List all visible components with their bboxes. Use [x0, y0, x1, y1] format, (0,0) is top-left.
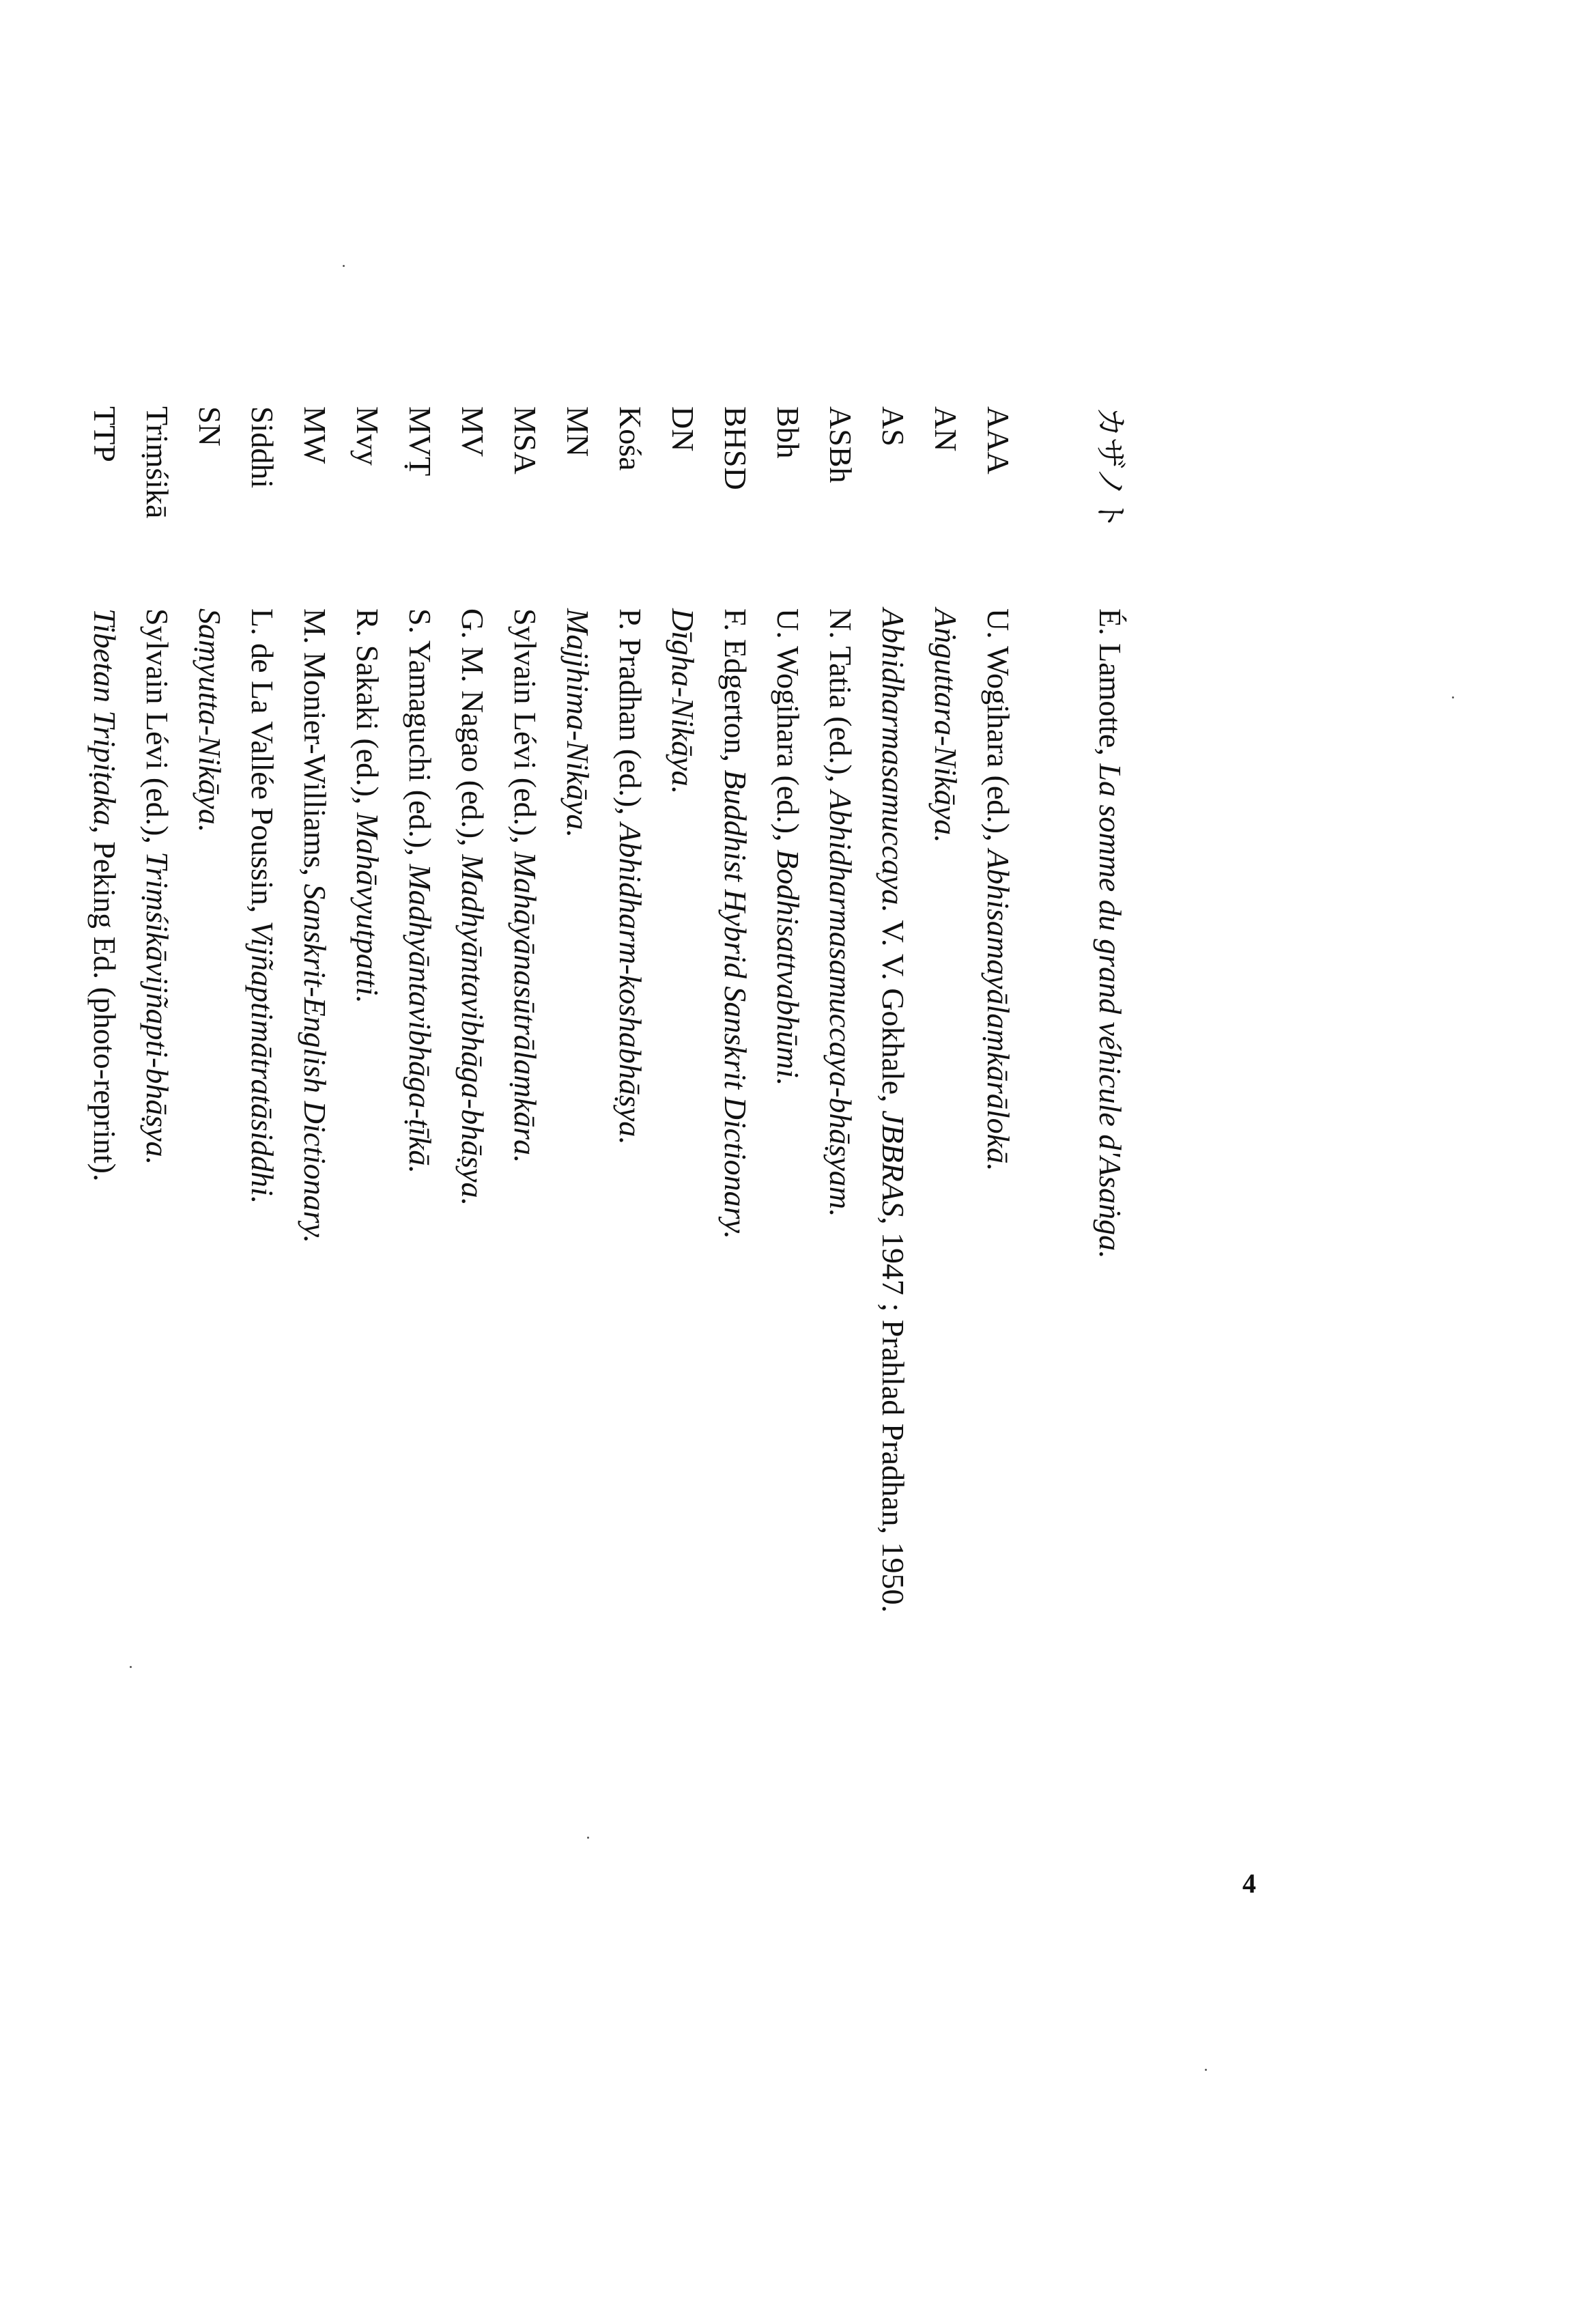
abbreviation: AN [928, 406, 963, 452]
abbreviation-entry [446, 406, 499, 2318]
reference [131, 608, 184, 1165]
abbreviation: MV [455, 406, 490, 457]
italic-text: Bodhisattvabhūmi. [771, 849, 806, 1086]
italic-text: Abhisamayālaṃkārālokā. [981, 849, 1016, 1172]
header-row [1084, 406, 1137, 2318]
reference [79, 608, 131, 1181]
scan-speck [130, 1666, 132, 1668]
abbreviation-entry [762, 406, 814, 2318]
abbreviation: MN [560, 406, 595, 457]
abbreviation-entry [552, 406, 604, 2318]
reference [394, 608, 446, 1174]
abbreviation: SN [193, 406, 227, 447]
abbreviation-entry [867, 406, 920, 2318]
italic-text: Sanskrit-English Dictionary. [298, 884, 332, 1243]
italic-text: Aṅguttara-Nikāya. [928, 608, 963, 843]
scan-speck [343, 265, 345, 267]
text: L. de La Vallée Poussin, [245, 608, 280, 921]
scan-speck [587, 1837, 589, 1839]
abbreviation-entry [920, 406, 972, 2318]
abbreviation: MSA [508, 406, 543, 475]
italic-text: Buddhist Hybrid Sanskrit Dictionary. [718, 769, 753, 1239]
italic-text: Madhyāntavibhāga-ṭīkā. [403, 864, 438, 1174]
text: U. Wogihara (ed.), [981, 608, 1016, 850]
italic-text: Saṃyutta-Nikāya. [193, 608, 227, 833]
italic-text: La somme du grand véhicule d'Asaṅga. [1093, 763, 1128, 1259]
text: N. Tatia (ed.), [823, 608, 858, 791]
abbreviation-entry [814, 406, 867, 2318]
text: Peking Ed. (photo-reprint). [87, 833, 122, 1182]
italic-text: Dīgha-Nikāya. [666, 608, 700, 795]
text: G. M. Nagao (ed.), [455, 608, 490, 855]
text: M. Monier-Williams, [298, 608, 332, 884]
text: S. Yamaguchi (ed.), [403, 608, 438, 864]
italic-text: Abhidharmasamuccaya. [876, 608, 911, 913]
italic-text: Vijñaptimātratāsiddhi. [245, 920, 280, 1204]
reference [972, 608, 1025, 1172]
abbreviation-entry [499, 406, 552, 2318]
abbreviation-entry [131, 406, 184, 2318]
abbreviations-list [79, 406, 1137, 2318]
italic-text: Triṃśikāvijñapti-bhāṣya. [140, 851, 175, 1165]
abbreviation-entry [236, 406, 289, 2318]
italic-text: Abhidharmasamuccaya-bhāṣyam. [823, 790, 858, 1217]
abbreviation-entry [184, 406, 236, 2318]
abbreviation: DN [666, 406, 700, 452]
reference [867, 608, 920, 1613]
text: Sylvain Lévi (ed.), [508, 608, 543, 852]
abbreviation: TTP [87, 406, 122, 462]
abbreviation: Bbh [771, 406, 806, 459]
reference [657, 608, 709, 794]
reference [236, 608, 289, 1204]
abbreviation-entry [394, 406, 446, 2318]
reference [920, 608, 972, 843]
abbreviation: Triṃśikā [140, 406, 175, 519]
italic-text: Majjhima-Nikāya. [560, 608, 595, 838]
reference [499, 608, 552, 1163]
text: P. Pradhan (ed.), [613, 608, 648, 823]
abbreviation: Mvy [350, 406, 385, 466]
abbreviation-entry [657, 406, 709, 2318]
abbreviation: MVṬ [403, 406, 438, 477]
italic-text: Mahāyānasūtrālaṃkāra. [508, 851, 543, 1163]
text: F. Edgerton, [718, 608, 753, 770]
text: Sylvain Lévi (ed.), [140, 608, 175, 852]
abbreviation-entry [289, 406, 341, 2318]
italic-text: Mahāvyutpatti. [350, 812, 385, 1004]
abbreviation: BHSD [718, 406, 753, 490]
scan-speck [1205, 2069, 1207, 2071]
reference [604, 608, 657, 1145]
abbreviation: AAA [981, 406, 1016, 475]
text: É. Lamotte, [1093, 608, 1128, 764]
italic-text: Madhyāntavibhāga-bhāṣya. [455, 854, 490, 1206]
abbreviation: ASBh [823, 406, 858, 483]
abbreviation: AS [876, 406, 911, 447]
abbreviation: MW [298, 406, 332, 464]
abbreviation-entry [79, 406, 131, 2318]
text: R. Sakaki (ed.), [350, 608, 385, 812]
page-number: 4 [1242, 1868, 1256, 1899]
italic-text: JBBRAS, [876, 1110, 911, 1225]
text: U. Wogihara (ed.), [771, 608, 806, 850]
entries-list [79, 406, 1025, 2318]
abbreviation-entry [972, 406, 1025, 2318]
abbreviation-entry [709, 406, 762, 2318]
abbreviation: Siddhi [245, 406, 280, 489]
reference [446, 608, 499, 1206]
reference [709, 608, 762, 1239]
text: 1947 ; Prahlad Pradhan, 1950. [876, 1224, 911, 1613]
abbreviation-entry [341, 406, 394, 2318]
italic-text: Tibetan Tripiṭaka, [87, 608, 122, 834]
abbreviation-entry [604, 406, 657, 2318]
header-abbr: カザノト [1093, 406, 1128, 530]
reference [184, 608, 236, 832]
header-desc [1084, 608, 1137, 1259]
text: V. V. Gokhale, [876, 912, 911, 1111]
reference [552, 608, 604, 838]
reference [341, 608, 394, 1004]
scan-speck [1452, 696, 1454, 698]
italic-text: Abhidharm-koshabhāṣya. [613, 823, 648, 1145]
reference [762, 608, 814, 1086]
abbreviation: Kośa [613, 406, 648, 471]
reference [814, 608, 867, 1217]
reference [289, 608, 341, 1243]
